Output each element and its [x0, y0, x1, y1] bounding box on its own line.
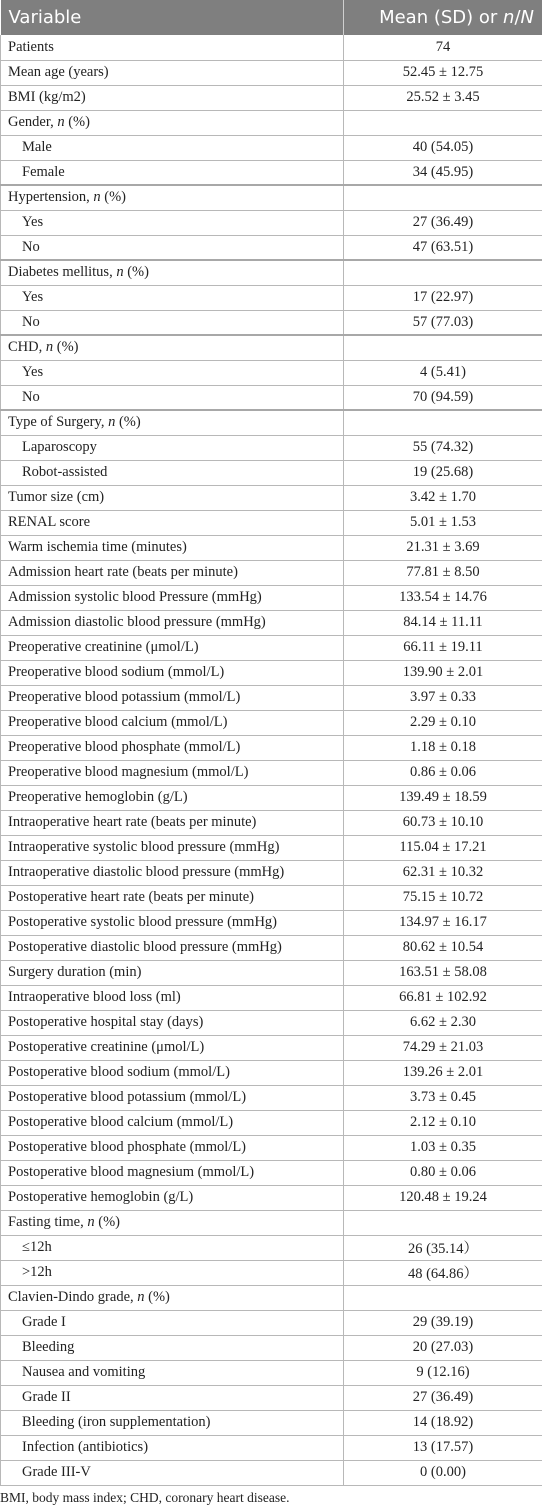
- row-label-text: ≤12h: [22, 1239, 52, 1255]
- row-value: 25.52 ± 3.45: [344, 85, 542, 110]
- row-label-text: Admission heart rate (beats per minute): [8, 564, 238, 580]
- row-label: [1, 1235, 344, 1260]
- row-label: [1, 710, 344, 735]
- row-label: [1, 185, 344, 210]
- row-label-text: Preoperative blood calcium (mmol/L): [8, 714, 228, 730]
- row-label-text: Warm ischemia time (minutes): [8, 539, 187, 555]
- table-row: [1, 510, 542, 535]
- row-label-text: Yes: [22, 289, 44, 305]
- row-label-text: Yes: [22, 364, 44, 380]
- row-label-text: Diabetes mellitus,: [8, 264, 117, 281]
- table-row: [1, 285, 542, 310]
- row-value: 70 (94.59): [344, 385, 542, 410]
- row-value: 77.81 ± 8.50: [344, 560, 542, 585]
- row-label-text: Intraoperative systolic blood pressure (mmHg): [8, 839, 280, 855]
- row-value: 1.03 ± 0.35: [344, 1135, 542, 1160]
- table-row: [1, 460, 542, 485]
- row-value: [344, 1210, 542, 1235]
- row-value: 0.80 ± 0.06: [344, 1160, 542, 1185]
- row-label-text: Postoperative blood phosphate (mmol/L): [8, 1139, 247, 1155]
- row-value: 26 (35.14）: [344, 1235, 542, 1260]
- row-label-text: Infection (antibiotics): [22, 1439, 149, 1455]
- row-label-text: Grade II: [22, 1389, 71, 1405]
- row-value: 40 (54.05): [344, 135, 542, 160]
- row-label-text: Mean age (years): [8, 64, 109, 80]
- row-label: [1, 360, 344, 385]
- row-label-text: Admission diastolic blood pressure (mmHg): [8, 614, 266, 630]
- row-label-text: Intraoperative blood loss (ml): [8, 989, 181, 1005]
- row-value: 1.18 ± 0.18: [344, 735, 542, 760]
- row-label-text: Grade III-V: [22, 1464, 91, 1480]
- row-value: 0 (0.00): [344, 1460, 542, 1485]
- row-label-text: Postoperative systolic blood pressure (mmHg): [8, 914, 278, 930]
- row-label-text: No: [22, 313, 40, 330]
- row-value: 47 (63.51): [344, 235, 542, 260]
- row-value: 60.73 ± 10.10: [344, 810, 542, 835]
- row-label-text: Postoperative hemoglobin (g/L): [8, 1189, 194, 1205]
- row-label: [1, 1335, 344, 1360]
- row-label: [1, 760, 344, 785]
- row-value: 19 (25.68): [344, 460, 542, 485]
- row-label-text: Preoperative hemoglobin (g/L): [8, 789, 188, 805]
- table-row: [1, 685, 542, 710]
- table-row: [1, 1360, 542, 1385]
- row-label-text: Female: [22, 163, 65, 180]
- percent-suffix: (%): [64, 114, 90, 130]
- row-label-text: Postoperative diastolic blood pressure (mmHg): [8, 939, 282, 955]
- row-value: 6.62 ± 2.30: [344, 1010, 542, 1035]
- percent-suffix: (%): [123, 264, 149, 281]
- row-label: [1, 460, 344, 485]
- table-row: [1, 385, 542, 410]
- table-row: [1, 1385, 542, 1410]
- row-label-text: RENAL score: [8, 514, 91, 530]
- table-row: [1, 235, 542, 260]
- row-value: 48 (64.86）: [344, 1260, 542, 1285]
- table-row: [1, 835, 542, 860]
- row-label: [1, 1310, 344, 1335]
- table-row: [1, 910, 542, 935]
- row-label: [1, 685, 344, 710]
- n-symbol: n: [87, 1214, 95, 1230]
- table-row: [1, 985, 542, 1010]
- row-value: 74.29 ± 21.03: [344, 1035, 542, 1060]
- table-row: [1, 1160, 542, 1185]
- row-value: 84.14 ± 11.11: [344, 610, 542, 635]
- row-label: [1, 85, 344, 110]
- row-label-text: Nausea and vomiting: [22, 1364, 146, 1380]
- row-label-text: Patients: [8, 38, 54, 55]
- row-value: 3.42 ± 1.70: [344, 485, 542, 510]
- row-label: [1, 60, 344, 85]
- row-label-text: Postoperative heart rate (beats per minute): [8, 889, 254, 905]
- table-body: [1, 35, 542, 1485]
- table-header-row: [1, 0, 542, 35]
- table-row: [1, 610, 542, 635]
- row-value: 3.73 ± 0.45: [344, 1085, 542, 1110]
- table-row: [1, 885, 542, 910]
- row-label: [1, 210, 344, 235]
- row-label-text: Bleeding (iron supplementation): [22, 1414, 211, 1430]
- row-label: [1, 535, 344, 560]
- row-label: [1, 1210, 344, 1235]
- row-value: 14 (18.92): [344, 1410, 542, 1435]
- row-value: 34 (45.95): [344, 160, 542, 185]
- row-value: [344, 110, 542, 135]
- table-row: [1, 60, 542, 85]
- table-row: [1, 560, 542, 585]
- table-row: [1, 785, 542, 810]
- row-label: [1, 110, 344, 135]
- table-row: [1, 810, 542, 835]
- row-label: [1, 385, 344, 410]
- percent-suffix: (%): [144, 1289, 170, 1305]
- row-label-text: Bleeding: [22, 1339, 75, 1355]
- row-label: [1, 560, 344, 585]
- row-value: 80.62 ± 10.54: [344, 935, 542, 960]
- row-value: 163.51 ± 58.08: [344, 960, 542, 985]
- row-value: 3.97 ± 0.33: [344, 685, 542, 710]
- table-row: [1, 1285, 542, 1310]
- table-row: [1, 160, 542, 185]
- row-label: [1, 960, 344, 985]
- row-label-text: Hypertension,: [8, 189, 94, 206]
- table-row: [1, 1110, 542, 1135]
- table-row: [1, 135, 542, 160]
- table-row: [1, 1435, 542, 1460]
- table-row: [1, 660, 542, 685]
- row-label: [1, 910, 344, 935]
- row-value: [344, 1285, 542, 1310]
- table-row: [1, 1460, 542, 1485]
- row-value: 29 (39.19): [344, 1310, 542, 1335]
- row-label-text: Yes: [22, 214, 44, 230]
- row-label: [1, 1010, 344, 1035]
- table-row: [1, 1060, 542, 1085]
- n-symbol: n: [108, 414, 116, 431]
- row-value: 20 (27.03): [344, 1335, 542, 1360]
- row-label-text: Surgery duration (min): [8, 964, 142, 980]
- row-value: 66.11 ± 19.11: [344, 635, 542, 660]
- table-row: [1, 1310, 542, 1335]
- row-value: 17 (22.97): [344, 285, 542, 310]
- row-label-text: Tumor size (cm): [8, 489, 105, 505]
- row-label: [1, 135, 344, 160]
- row-label-text: Preoperative blood potassium (mmol/L): [8, 689, 241, 705]
- table-row: [1, 410, 542, 435]
- row-label: [1, 1385, 344, 1410]
- row-label: [1, 635, 344, 660]
- table-row: [1, 710, 542, 735]
- table-row: [1, 585, 542, 610]
- row-value: 66.81 ± 102.92: [344, 985, 542, 1010]
- row-value: [344, 335, 542, 360]
- percent-suffix: (%): [100, 189, 126, 206]
- row-label: [1, 285, 344, 310]
- row-value: 55 (74.32): [344, 435, 542, 460]
- table-row: [1, 1010, 542, 1035]
- row-label-text: Gender,: [8, 114, 58, 130]
- table-row: [1, 1260, 542, 1285]
- row-label: [1, 1285, 344, 1310]
- row-value: 27 (36.49): [344, 210, 542, 235]
- row-label-text: Postoperative hospital stay (days): [8, 1014, 204, 1030]
- n-symbol: n: [45, 339, 54, 356]
- row-value: 27 (36.49): [344, 1385, 542, 1410]
- table-row: [1, 360, 542, 385]
- table-footnote: BMI, body mass index; CHD, coronary heart disease.: [0, 1490, 290, 1505]
- row-label: [1, 785, 344, 810]
- table-row: [1, 1135, 542, 1160]
- header-stat: [344, 0, 542, 35]
- row-label: [1, 335, 344, 360]
- table-row: [1, 185, 542, 210]
- row-label-text: No: [22, 388, 40, 405]
- table-row: [1, 935, 542, 960]
- row-label-text: Preoperative blood phosphate (mmol/L): [8, 739, 241, 755]
- row-value: 139.49 ± 18.59: [344, 785, 542, 810]
- row-label-text: Fasting time,: [8, 1214, 88, 1230]
- row-label: [1, 835, 344, 860]
- table-row: [1, 760, 542, 785]
- table-row: [1, 35, 542, 60]
- row-label: [1, 1260, 344, 1285]
- table-row: [1, 210, 542, 235]
- row-value: 0.86 ± 0.06: [344, 760, 542, 785]
- row-label: [1, 1360, 344, 1385]
- row-label-text: Laparoscopy: [22, 439, 97, 455]
- row-value: 75.15 ± 10.72: [344, 885, 542, 910]
- table-row: [1, 1210, 542, 1235]
- row-label-text: Preoperative creatinine (μmol/L): [8, 639, 199, 655]
- table-row: [1, 735, 542, 760]
- percent-suffix: (%): [53, 339, 79, 356]
- row-value: 57 (77.03): [344, 310, 542, 335]
- row-label-text: Type of Surgery,: [8, 414, 109, 431]
- row-label: [1, 410, 344, 435]
- row-label: [1, 1435, 344, 1460]
- n-symbol: n: [93, 189, 101, 206]
- row-label: [1, 985, 344, 1010]
- table-row: [1, 110, 542, 135]
- table-row: [1, 335, 542, 360]
- row-label-text: Intraoperative diastolic blood pressure (mmHg): [8, 864, 285, 880]
- row-value: [344, 260, 542, 285]
- row-value: 115.04 ± 17.21: [344, 835, 542, 860]
- row-value: 74: [344, 35, 542, 60]
- row-label: [1, 585, 344, 610]
- n-symbol: n: [137, 1289, 145, 1305]
- table-row: [1, 1235, 542, 1260]
- row-label: [1, 1460, 344, 1485]
- percent-suffix: (%): [94, 1214, 120, 1230]
- row-value: 4 (5.41): [344, 360, 542, 385]
- table-row: [1, 535, 542, 560]
- row-label-text: No: [22, 238, 40, 255]
- table-row: [1, 1035, 542, 1060]
- row-label-text: CHD,: [8, 339, 46, 356]
- table-row: [1, 435, 542, 460]
- row-label-text: Preoperative blood sodium (mmol/L): [8, 664, 225, 680]
- percent-suffix: (%): [115, 414, 141, 431]
- row-label: [1, 1160, 344, 1185]
- row-value: 13 (17.57): [344, 1435, 542, 1460]
- row-value: 5.01 ± 1.53: [344, 510, 542, 535]
- row-label: [1, 660, 344, 685]
- row-value: 52.45 ± 12.75: [344, 60, 542, 85]
- row-label: [1, 860, 344, 885]
- table-row: [1, 635, 542, 660]
- row-label-text: Postoperative blood magnesium (mmol/L): [8, 1164, 255, 1180]
- row-label-text: BMI (kg/m2): [8, 89, 86, 105]
- table-row: [1, 85, 542, 110]
- row-value: 120.48 ± 19.24: [344, 1185, 542, 1210]
- row-value: [344, 185, 542, 210]
- table-row: [1, 485, 542, 510]
- row-label-text: Robot-assisted: [22, 464, 108, 480]
- row-label-text: >12h: [22, 1264, 52, 1280]
- header-variable: Variable: [1, 0, 344, 35]
- row-label: [1, 935, 344, 960]
- row-value: 134.97 ± 16.17: [344, 910, 542, 935]
- row-value: 133.54 ± 14.76: [344, 585, 542, 610]
- n-symbol: n: [57, 114, 65, 130]
- table-row: [1, 860, 542, 885]
- n-symbol: n: [116, 264, 124, 281]
- row-label-text: Male: [22, 139, 52, 155]
- row-label-text: Postoperative blood potassium (mmol/L): [8, 1089, 247, 1105]
- table-row: [1, 310, 542, 335]
- row-label: [1, 1185, 344, 1210]
- row-value: 139.90 ± 2.01: [344, 660, 542, 685]
- row-value: [344, 410, 542, 435]
- row-label: [1, 1085, 344, 1110]
- row-value: 2.29 ± 0.10: [344, 710, 542, 735]
- row-label-text: Admission systolic blood Pressure (mmHg): [8, 589, 262, 605]
- row-label: [1, 260, 344, 285]
- row-label: [1, 235, 344, 260]
- table-row: [1, 1335, 542, 1360]
- table-row: [1, 1085, 542, 1110]
- row-label-text: Postoperative blood calcium (mmol/L): [8, 1114, 234, 1130]
- row-label: [1, 1060, 344, 1085]
- row-label: [1, 885, 344, 910]
- row-label: [1, 485, 344, 510]
- row-label: [1, 1135, 344, 1160]
- row-value: 139.26 ± 2.01: [344, 1060, 542, 1085]
- row-label-text: Grade I: [22, 1314, 66, 1330]
- row-label: [1, 735, 344, 760]
- table-row: [1, 960, 542, 985]
- row-label-text: Clavien-Dindo grade,: [8, 1289, 138, 1305]
- table-row: [1, 1410, 542, 1435]
- row-label: [1, 160, 344, 185]
- row-label: [1, 310, 344, 335]
- row-value: 2.12 ± 0.10: [344, 1110, 542, 1135]
- table-row: [1, 260, 542, 285]
- row-label-text: Preoperative blood magnesium (mmol/L): [8, 764, 249, 780]
- row-label-text: Intraoperative heart rate (beats per minute): [8, 814, 257, 830]
- row-value: 62.31 ± 10.32: [344, 860, 542, 885]
- row-label: [1, 35, 344, 60]
- row-label: [1, 435, 344, 460]
- row-label: [1, 810, 344, 835]
- row-value: 9 (12.16): [344, 1360, 542, 1385]
- row-label: [1, 1110, 344, 1135]
- row-label: [1, 610, 344, 635]
- row-value: 21.31 ± 3.69: [344, 535, 542, 560]
- row-label-text: Postoperative blood sodium (mmol/L): [8, 1064, 230, 1080]
- row-label: [1, 1035, 344, 1060]
- header-stat-text: Mean (SD) or n/N: [379, 7, 534, 28]
- table-row: [1, 1185, 542, 1210]
- row-label: [1, 1410, 344, 1435]
- row-label-text: Postoperative creatinine (μmol/L): [8, 1039, 205, 1055]
- row-label: [1, 510, 344, 535]
